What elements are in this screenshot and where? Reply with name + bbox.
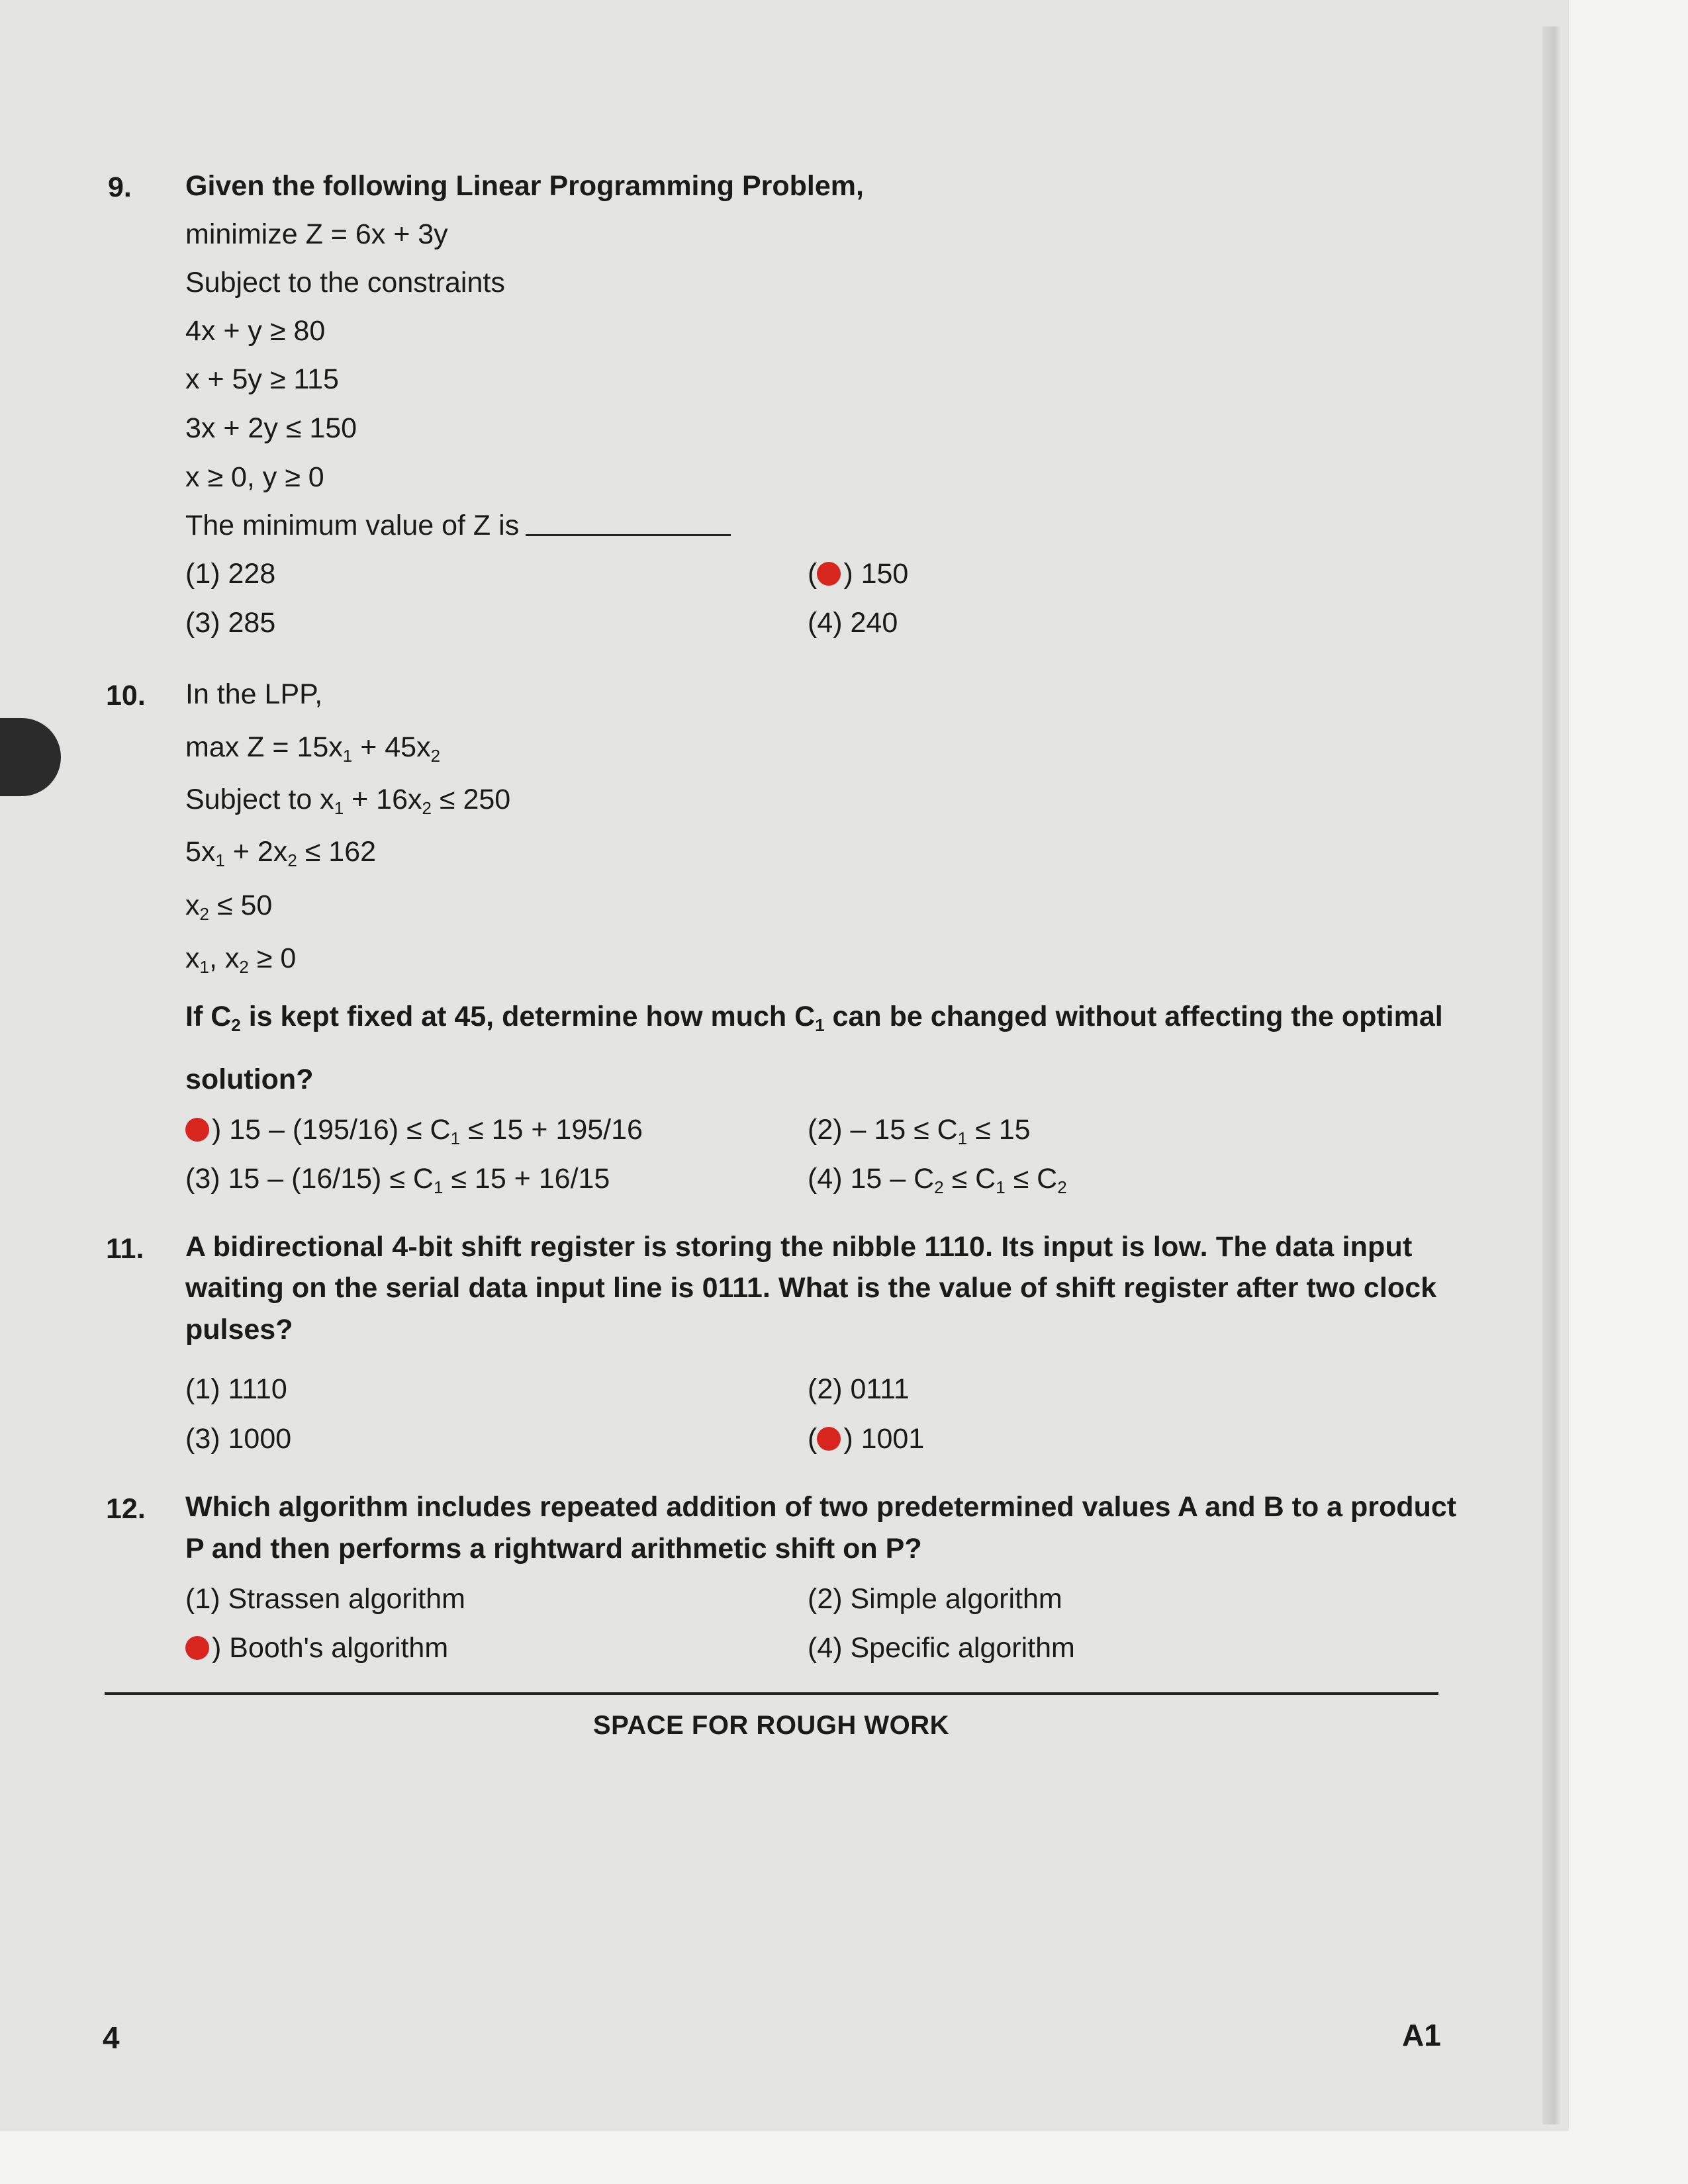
question-10-option-4[interactable] (808, 1163, 1067, 1195)
q10-c3-part: x (185, 889, 200, 921)
q10-c1-sub: 2 (422, 798, 432, 818)
q10-c4-sub: 2 (239, 957, 249, 977)
q10-opt2-sub: 1 (957, 1128, 968, 1148)
page-edge (1542, 26, 1562, 2124)
question-9-stem: Given the following Linear Programming Problem, (185, 170, 864, 202)
question-12-option-4[interactable]: (4) Specific algorithm (808, 1632, 1075, 1664)
question-9-question-text: The minimum value of Z is (185, 510, 520, 541)
question-11-line-2: waiting on the serial data input line is 0111. What is the value of shift register after two clock (185, 1272, 1437, 1304)
question-10-stem: In the LPP, (185, 678, 323, 710)
q10-opt3-part: (3) 15 – (16/15) ≤ C (185, 1163, 434, 1195)
question-10-option-2[interactable] (808, 1114, 1031, 1146)
q10-opt1-part: ≤ 15 + 195/16 (460, 1114, 643, 1146)
q10-opt4-part: ≤ C (1005, 1163, 1058, 1195)
q10-q-part: is kept fixed at 45, determine how much C (240, 1001, 816, 1032)
q10-c1-part: Subject to x (185, 784, 334, 815)
q10-opt4-part: (4) 15 – C (808, 1163, 935, 1195)
question-9-option-1[interactable]: (1) 228 (185, 558, 276, 590)
booklet-code: A1 (1402, 2018, 1441, 2052)
q10-q-part: can be changed without affecting the optimal (824, 1001, 1443, 1032)
q10-opt4-sub: 2 (1057, 1177, 1067, 1197)
question-9-number: 9. (108, 171, 132, 203)
question-10-constraint-2 (185, 836, 376, 868)
q10-opt4-sub: 1 (996, 1177, 1006, 1197)
question-11-option-1[interactable]: (1) 1110 (185, 1373, 287, 1405)
q10-q-part: If C (185, 1001, 232, 1032)
q10-c1-sub: 1 (334, 798, 344, 818)
question-9-option-3[interactable]: (3) 285 (185, 607, 276, 639)
question-12-option-2[interactable]: (2) Simple algorithm (808, 1583, 1062, 1615)
q10-c2-sub: 1 (215, 850, 225, 870)
page-number: 4 (103, 2021, 120, 2055)
question-11-number: 11. (106, 1233, 144, 1265)
q10-q-sub: 1 (815, 1015, 825, 1035)
q10-c3-sub: 2 (199, 904, 209, 924)
question-10-number: 10. (106, 680, 146, 711)
q10-c4-part: ≥ 0 (248, 942, 297, 974)
question-10-constraint-4 (185, 942, 296, 975)
question-11-option-4[interactable]: ( ) 1001 (808, 1423, 925, 1455)
question-11-option-2[interactable]: (2) 0111 (808, 1373, 910, 1405)
q10-opt3-sub: 1 (433, 1177, 444, 1197)
question-9-option-2[interactable]: ( ) 150 (808, 558, 909, 590)
q10-c2-sub: 2 (287, 850, 297, 870)
q10-obj-sub: 1 (342, 746, 353, 766)
q10-obj-part: max Z = 15x (185, 731, 343, 763)
q10-c2-part: + 2x (224, 836, 288, 868)
question-11-option-4-text: ) 1001 (843, 1423, 925, 1455)
q10-opt4-sub: 2 (934, 1177, 944, 1197)
q10-c4-sub: 1 (199, 957, 209, 977)
question-12-number: 12. (106, 1493, 146, 1525)
filled-answer-mark (817, 562, 841, 586)
question-11-option-3[interactable]: (3) 1000 (185, 1423, 292, 1455)
q10-obj-sub: 2 (430, 746, 441, 766)
question-9-option-2-text: ) 150 (843, 558, 909, 590)
question-9-option-4[interactable]: (4) 240 (808, 607, 898, 639)
answer-blank (526, 534, 731, 536)
rough-work-divider (105, 1692, 1438, 1695)
scan-margin-bottom (0, 2131, 1688, 2184)
q10-c2-part: 5x (185, 836, 216, 868)
question-9-objective: minimize Z = 6x + 3y (185, 218, 448, 250)
question-10-option-3[interactable] (185, 1163, 610, 1195)
question-10-question-line-2: solution? (185, 1064, 314, 1095)
question-12-line-1: Which algorithm includes repeated addition of two predetermined values A and B to a product (185, 1491, 1457, 1523)
q10-c3-part: ≤ 50 (209, 889, 273, 921)
question-10-objective (185, 731, 440, 764)
q10-c1-part: + 16x (344, 784, 422, 815)
q10-obj-part: + 45x (352, 731, 431, 763)
question-12-option-1[interactable]: (1) Strassen algorithm (185, 1583, 465, 1615)
q10-opt2-part: ≤ 15 (967, 1114, 1031, 1146)
question-11-line-3: pulses? (185, 1314, 293, 1345)
question-10-option-1[interactable] (185, 1114, 643, 1146)
filled-answer-mark (185, 1636, 209, 1660)
q10-opt3-part: ≤ 15 + 16/15 (443, 1163, 610, 1195)
question-9-question (185, 510, 731, 542)
question-9-constraint-1: 4x + y ≥ 80 (185, 315, 326, 347)
filled-answer-mark (185, 1118, 209, 1142)
question-10-constraint-1 (185, 784, 510, 816)
q10-c4-part: , x (209, 942, 240, 974)
question-9-subject: Subject to the constraints (185, 267, 505, 298)
question-11-line-1: A bidirectional 4-bit shift register is storing the nibble 1110. Its input is low. The data input (185, 1231, 1413, 1263)
q10-opt1-sub: 1 (450, 1128, 461, 1148)
question-12-line-2: P and then performs a rightward arithmetic shift on P? (185, 1533, 922, 1565)
rough-work-label: SPACE FOR ROUGH WORK (592, 1711, 950, 1740)
question-10-constraint-3 (185, 889, 272, 922)
q10-c1-part: ≤ 250 (431, 784, 511, 815)
question-9-constraint-3: 3x + 2y ≤ 150 (185, 412, 357, 444)
q10-opt4-part: ≤ C (943, 1163, 996, 1195)
question-9-constraint-2: x + 5y ≥ 115 (185, 363, 339, 395)
question-12-option-3-text: ) Booth's algorithm (212, 1632, 449, 1664)
filled-answer-mark (817, 1427, 841, 1451)
q10-c4-part: x (185, 942, 200, 974)
question-9-constraint-4: x ≥ 0, y ≥ 0 (185, 461, 324, 493)
q10-opt1-part: ) 15 – (195/16) ≤ C (212, 1114, 451, 1146)
scan-margin-right (1569, 0, 1688, 2184)
q10-q-sub: 2 (231, 1015, 241, 1035)
q10-opt2-part: (2) – 15 ≤ C (808, 1114, 958, 1146)
q10-c2-part: ≤ 162 (297, 836, 377, 868)
question-10-question (185, 1001, 1443, 1033)
question-12-option-3[interactable] (185, 1632, 448, 1664)
